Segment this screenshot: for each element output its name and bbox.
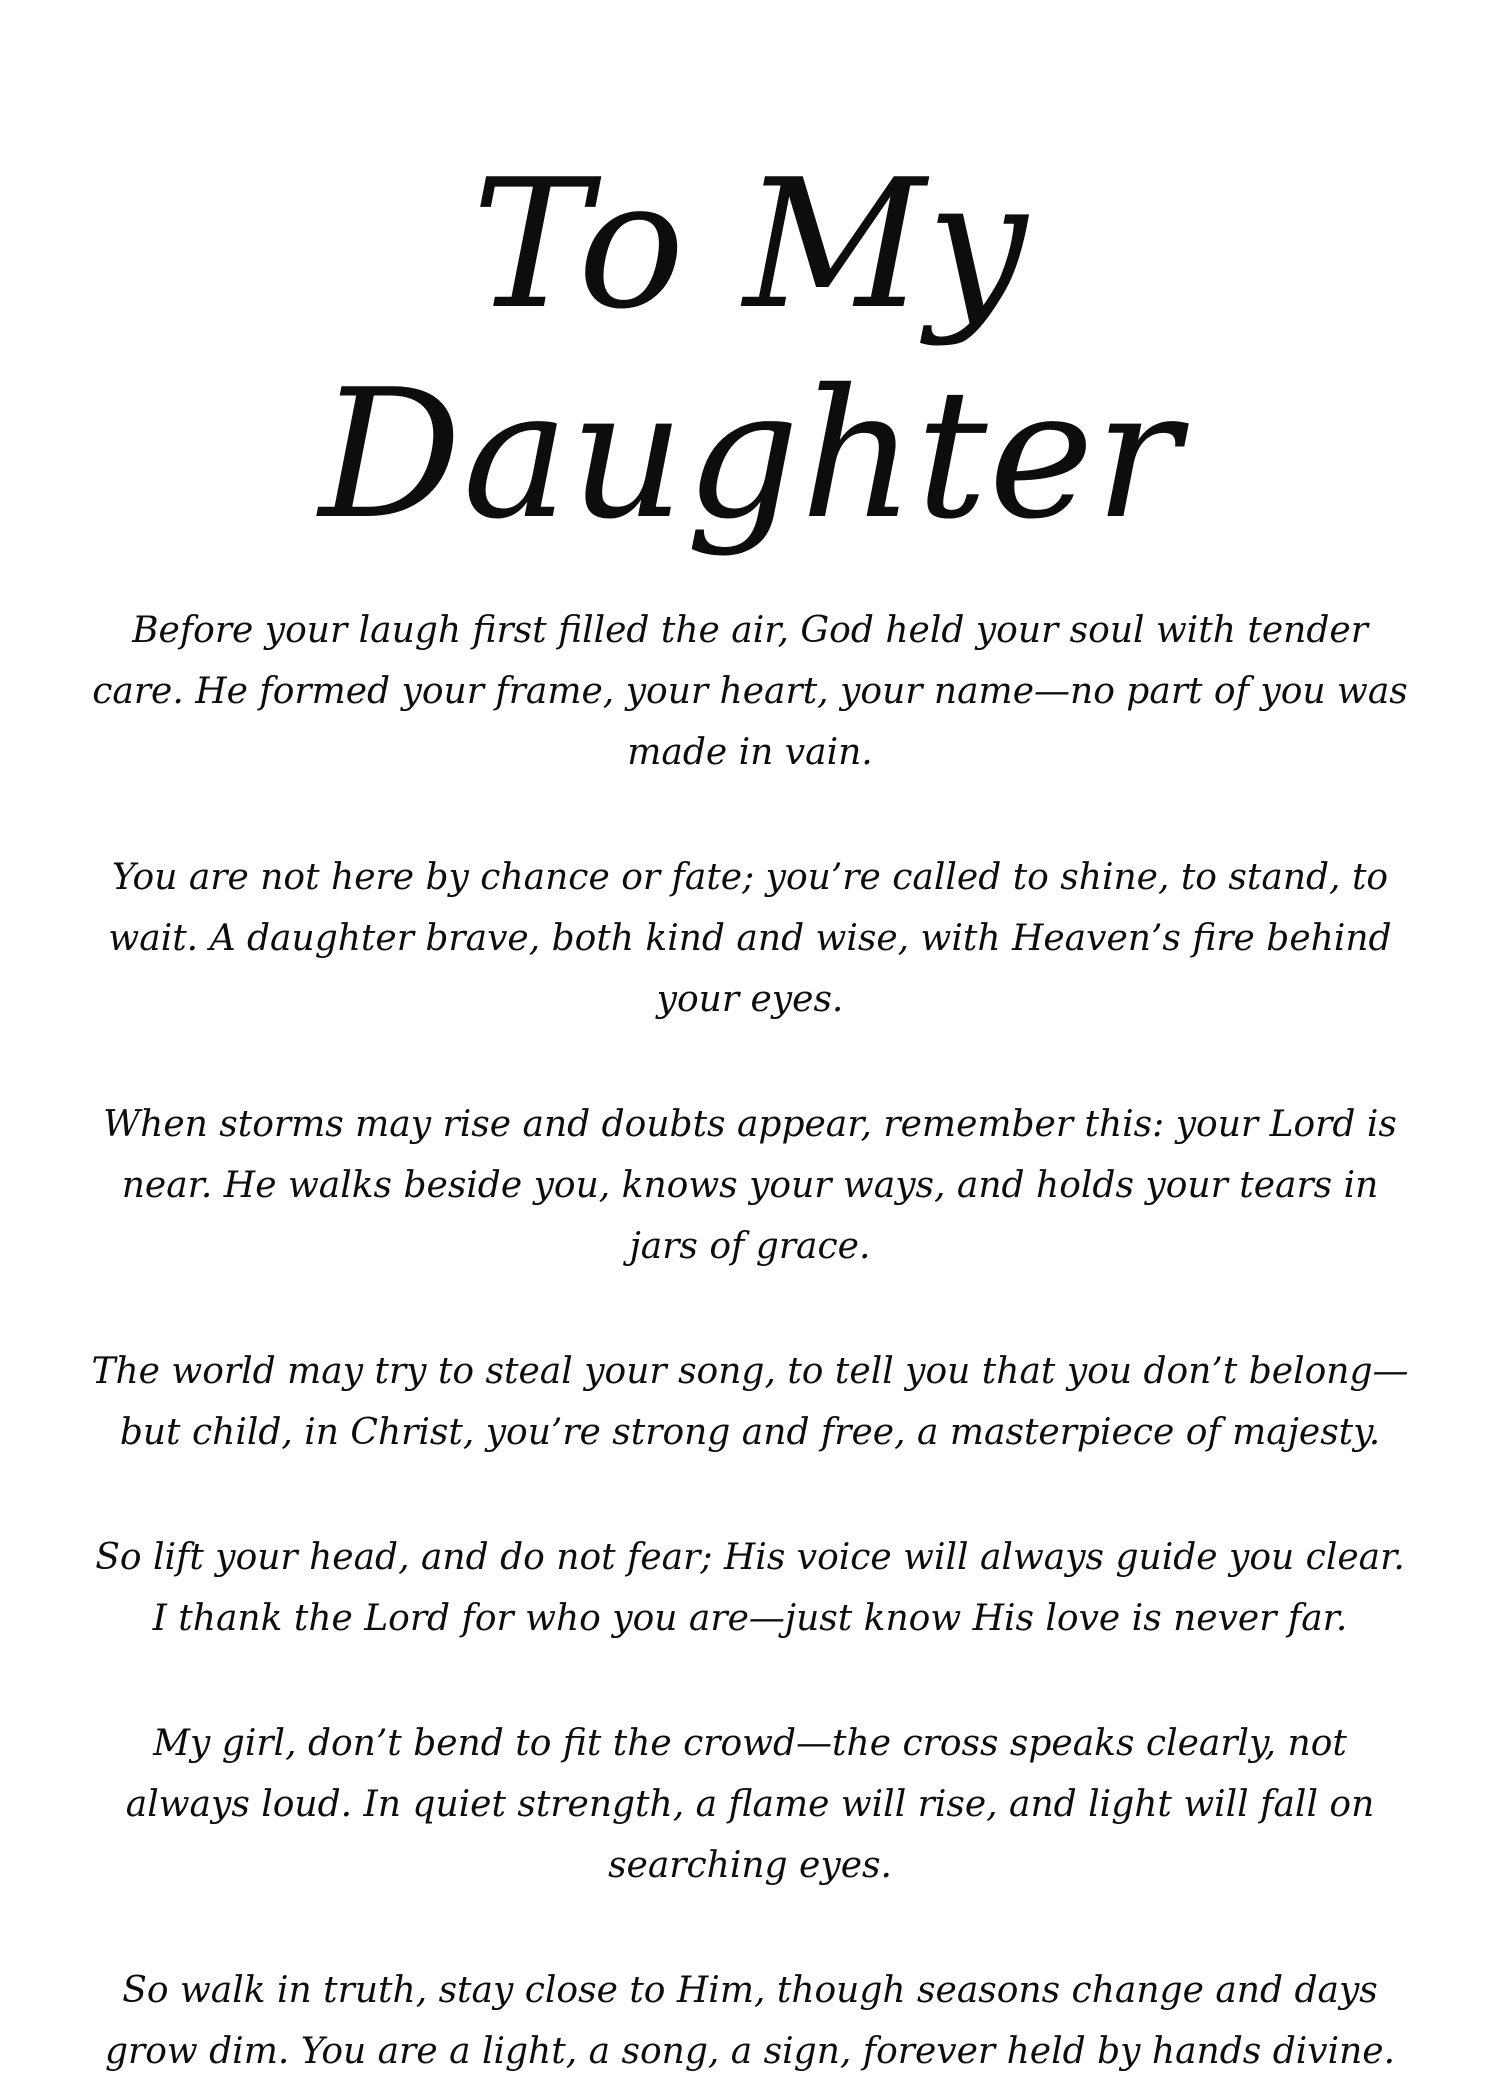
stanza-7: So walk in truth, stay close to Him, though seasons change and days grow dim. You are a light, a song, a sign, forever held by hands divine.	[104, 1970, 1396, 2072]
stanza-1: Before your laugh first filled the air, God held your soul with tender care. He formed your frame, your heart, your name—no part of you was made in vain.	[92, 610, 1408, 773]
stanza-4: The world may try to steal your song, to tell you that you don’t belong—but child, in Christ, you’re strong and free, a masterpiece of majesty.	[91, 1351, 1409, 1453]
stanza-5: So lift your head, and do not fear; His voice will always guide you clear. I thank the Lord for who you are—just know His love is never far.	[95, 1537, 1405, 1639]
stanza-3: When storms may rise and doubts appear, remember this: your Lord is near. He walks beside you, knows your ways, and holds your tears in jars of grace.	[103, 1104, 1397, 1267]
stanza-2: You are not here by chance or fate; you’re called to shine, to stand, to wait. A daughter brave, both kind and wise, with Heaven’s fire behind your eyes.	[108, 857, 1392, 1020]
poem-title: To My Daughter	[318, 141, 1182, 558]
stanza-6: My girl, don’t bend to fit the crowd—the cross speaks clearly, not always loud. In quiet strength, a flame will rise, and light will fall on searching eyes.	[125, 1723, 1375, 1886]
